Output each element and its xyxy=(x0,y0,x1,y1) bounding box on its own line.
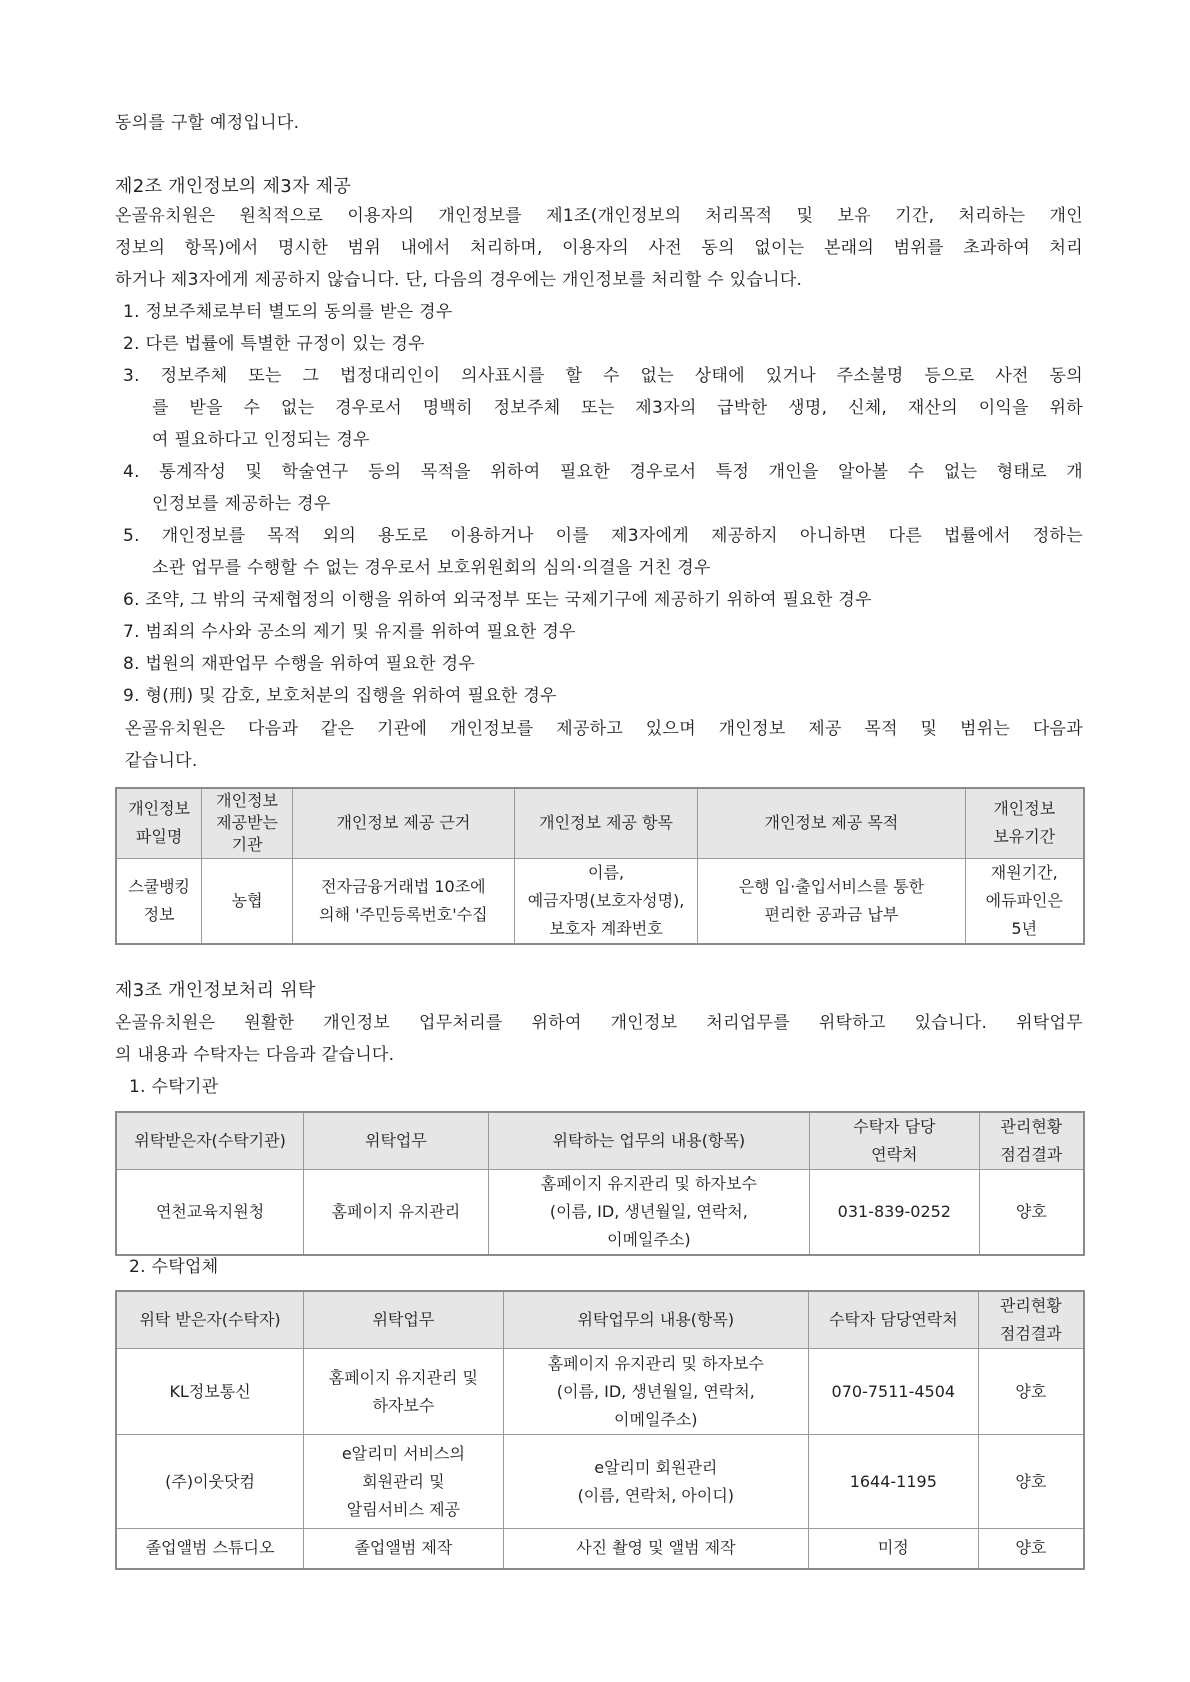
table-cell: 031-839-0252 xyxy=(809,1170,979,1256)
trustee-agency-table xyxy=(115,1111,1085,1256)
article-2-paragraph-line: 정보의 항목)에서 명시한 범위 내에서 처리하며, 이용자의 사전 동의 없이는 본래의 범위를 초과하여 처리 xyxy=(115,238,1083,258)
sub-heading-trustee-agency: 1. 수탁기관 xyxy=(129,1077,219,1097)
list-item-3: 3. 정보주체 또는 그 법정대리인이 의사표시를 할 수 없는 상태에 있거나 주소불명 등으로 사전 동의 xyxy=(123,366,1083,386)
list-item-3-cont: 여 필요하다고 인정되는 경우 xyxy=(152,430,370,450)
table-cell: 이름, 예금자명(보호자성명), 보호자 계좌번호 xyxy=(514,858,698,944)
table-header: 개인정보 제공받는 기관 xyxy=(202,788,293,858)
table-header: 수탁자 담당연락처 xyxy=(808,1291,978,1349)
table-cell: 재원기간, 에듀파인은 5년 xyxy=(965,858,1084,944)
table-cell: 전자금융거래법 10조에 의해 '주민등록번호'수집 xyxy=(292,858,514,944)
table-cell: 1644-1195 xyxy=(808,1435,978,1529)
article-2-title: 제2조 개인정보의 제3자 제공 xyxy=(115,176,352,197)
table-cell: 미정 xyxy=(808,1529,978,1569)
table-row xyxy=(116,1529,1084,1569)
list-item-2: 2. 다른 법률에 특별한 규정이 있는 경우 xyxy=(123,334,425,354)
table-cell: 홈페이지 유지관리 xyxy=(304,1170,489,1256)
third-party-table xyxy=(115,787,1085,945)
table-cell: 홈페이지 유지관리 및 하자보수 (이름, ID, 생년월일, 연락처, 이메일주소) xyxy=(503,1349,808,1435)
table-cell: 연천교육지원청 xyxy=(116,1170,304,1256)
table-cell: 사진 촬영 및 앨범 제작 xyxy=(503,1529,808,1569)
table-cell: 스쿨뱅킹 정보 xyxy=(116,858,202,944)
table-cell: (주)이웃닷컴 xyxy=(116,1435,304,1529)
table-row xyxy=(116,1435,1084,1529)
table-cell: e알리미 서비스의 회원관리 및 알림서비스 제공 xyxy=(304,1435,504,1529)
list-item-1: 1. 정보주체로부터 별도의 동의를 받은 경우 xyxy=(123,302,453,322)
table-cell: 홈페이지 유지관리 및 하자보수 (이름, ID, 생년월일, 연락처, 이메일주소) xyxy=(488,1170,809,1256)
table-cell: 양호 xyxy=(978,1349,1084,1435)
table-header: 개인정보 보유기간 xyxy=(965,788,1084,858)
table-header: 개인정보 제공 항목 xyxy=(514,788,698,858)
table-header: 위탁받은자(수탁기관) xyxy=(116,1112,304,1170)
table-header: 위탁 받은자(수탁자) xyxy=(116,1291,304,1349)
list-item-9: 9. 형(刑) 및 감호, 보호처분의 집행을 위하여 필요한 경우 xyxy=(123,686,557,706)
list-item-7: 7. 범죄의 수사와 공소의 제기 및 유지를 위하여 필요한 경우 xyxy=(123,622,576,642)
article-2-paragraph-line: 하거나 제3자에게 제공하지 않습니다. 단, 다음의 경우에는 개인정보를 처리할 수 있습니다. xyxy=(115,270,803,290)
table-row xyxy=(116,858,1084,944)
table-header: 관리현황 점검결과 xyxy=(978,1291,1084,1349)
list-item-5: 5. 개인정보를 목적 외의 용도로 이용하거나 이를 제3자에게 제공하지 아니하면 다른 법률에서 정하는 xyxy=(123,526,1083,546)
table-header: 위탁업무의 내용(항목) xyxy=(503,1291,808,1349)
table-header: 위탁업무 xyxy=(304,1112,489,1170)
table-cell: 은행 입·출입서비스를 통한 편리한 공과금 납부 xyxy=(698,858,965,944)
article-3-title: 제3조 개인정보처리 위탁 xyxy=(115,980,316,1001)
table-row xyxy=(116,1170,1084,1256)
table-header: 수탁자 담당 연락처 xyxy=(809,1112,979,1170)
table-cell: 070-7511-4504 xyxy=(808,1349,978,1435)
list-item-6: 6. 조약, 그 밖의 국제협정의 이행을 위하여 외국정부 또는 국제기구에 제공하기 위하여 필요한 경우 xyxy=(123,590,872,610)
table-header: 개인정보 제공 근거 xyxy=(292,788,514,858)
table-header: 개인정보 파일명 xyxy=(116,788,202,858)
trustee-company-table xyxy=(115,1290,1085,1570)
table-row xyxy=(116,1349,1084,1435)
list-item-8: 8. 법원의 재판업무 수행을 위하여 필요한 경우 xyxy=(123,654,476,674)
table-cell: 졸업앨범 스튜디오 xyxy=(116,1529,304,1569)
list-item-3-cont: 를 받을 수 없는 경우로서 명백히 정보주체 또는 제3자의 급박한 생명, 신체, 재산의 이익을 위하 xyxy=(152,398,1083,418)
intro-line: 동의를 구할 예정입니다. xyxy=(115,113,300,133)
table-cell: 졸업앨범 제작 xyxy=(304,1529,504,1569)
sub-heading-trustee-company: 2. 수탁업체 xyxy=(129,1257,219,1277)
article-3-paragraph-line: 의 내용과 수탁자는 다음과 같습니다. xyxy=(115,1045,395,1065)
table-header: 위탁하는 업무의 내용(항목) xyxy=(488,1112,809,1170)
table-header: 관리현황 점검결과 xyxy=(979,1112,1084,1170)
article-2-paragraph-2: 온골유치원은 다음과 같은 기관에 개인정보를 제공하고 있으며 개인정보 제공 목적 및 범위는 다음과 xyxy=(125,719,1083,739)
table-cell: 양호 xyxy=(978,1529,1084,1569)
table-cell: 홈페이지 유지관리 및 하자보수 xyxy=(304,1349,504,1435)
article-2-paragraph-line: 온골유치원은 원칙적으로 이용자의 개인정보를 제1조(개인정보의 처리목적 및 보유 기간, 처리하는 개인 xyxy=(115,206,1083,226)
list-item-5-cont: 소관 업무를 수행할 수 없는 경우로서 보호위원회의 심의·의결을 거친 경우 xyxy=(152,558,711,578)
list-item-4: 4. 통계작성 및 학술연구 등의 목적을 위하여 필요한 경우로서 특정 개인을 알아볼 수 없는 형태로 개 xyxy=(123,462,1083,482)
table-cell: 양호 xyxy=(978,1435,1084,1529)
table-header: 개인정보 제공 목적 xyxy=(698,788,965,858)
table-cell: e알리미 회원관리 (이름, 연락처, 아이디) xyxy=(503,1435,808,1529)
table-cell: 양호 xyxy=(979,1170,1084,1256)
list-item-4-cont: 인정보를 제공하는 경우 xyxy=(152,494,331,514)
article-2-paragraph-2: 같습니다. xyxy=(125,751,198,771)
table-header: 위탁업무 xyxy=(304,1291,504,1349)
table-cell: 농협 xyxy=(202,858,293,944)
table-cell: KL정보통신 xyxy=(116,1349,304,1435)
article-3-paragraph-line: 온골유치원은 원활한 개인정보 업무처리를 위하여 개인정보 처리업무를 위탁하고 있습니다. 위탁업무 xyxy=(115,1013,1083,1033)
